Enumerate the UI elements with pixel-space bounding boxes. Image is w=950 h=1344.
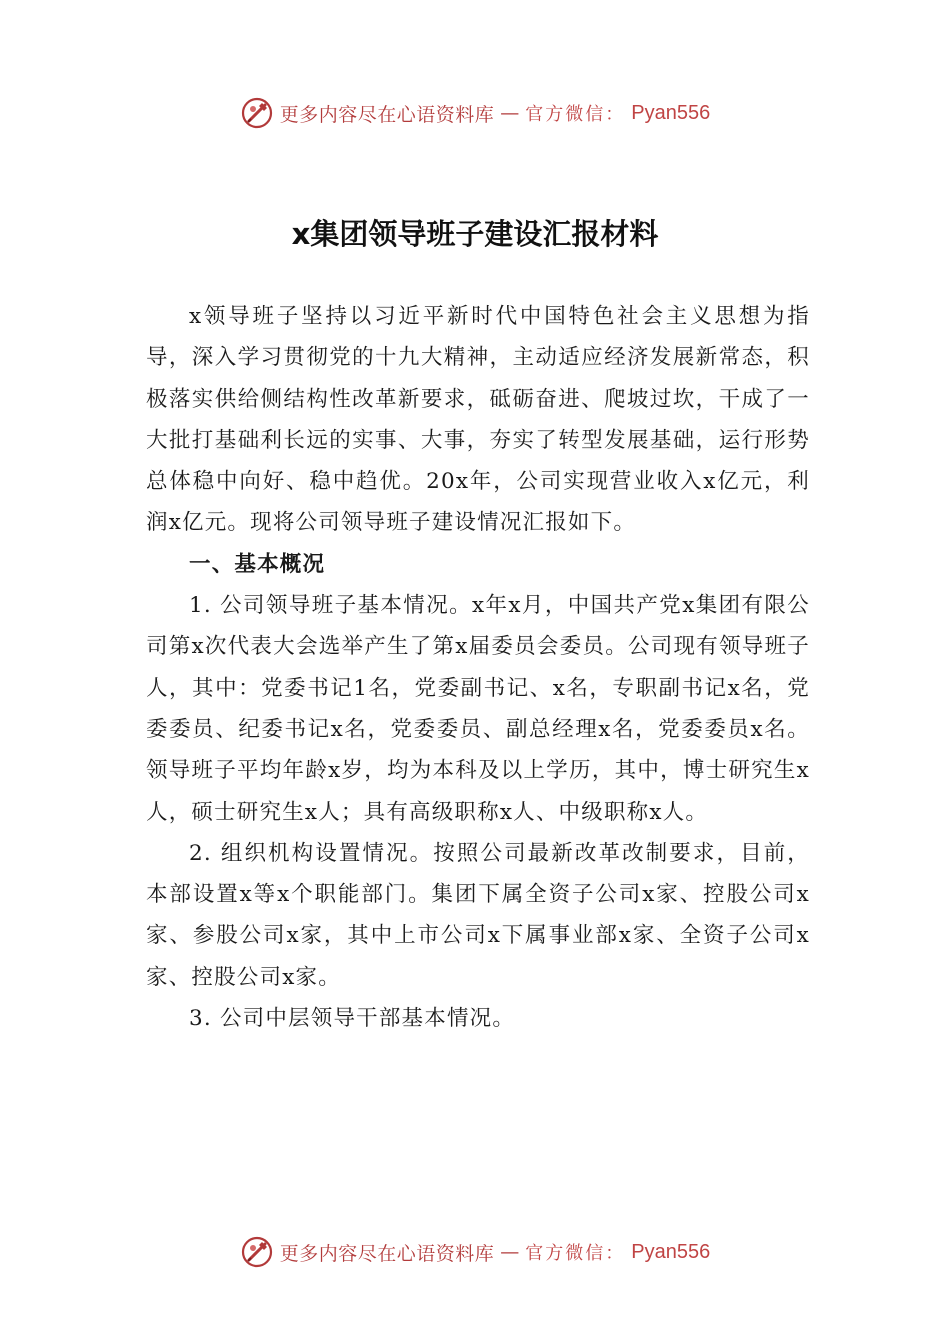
document-body bbox=[146, 296, 810, 1039]
banner-separator: — bbox=[500, 102, 520, 124]
banner-wechat-label: 官方微信： bbox=[525, 104, 626, 125]
document-title: x集团领导班子建设汇报材料 bbox=[291, 217, 659, 251]
intro-paragraph: x领导班子坚持以习近平新时代中国特色社会主义思想为指导，深入学习贯彻党的十九大精神，主动适应经济发展新常态，积极落实供给侧结构性改革新要求，砥砺奋进、爬坡过坎，干成了一大批打基础利长远的实事、大事，夯实了转型发展基础，运行形势总体稳中向好、稳中趋优。20x年，公司实现营业收入x亿元，利润x亿元。现将公司领导班子建设情况汇报如下。 bbox=[146, 304, 810, 536]
banner-wechat-id: Pyan556 bbox=[631, 1240, 711, 1263]
item-paragraph-3: 3. 公司中层领导干部基本情况。 bbox=[189, 1006, 516, 1032]
item-paragraph-2: 2. 组织机构设置情况。按照公司最新改革改制要求，目前，本部设置x等x个职能部门。集团下属全资子公司x家、控股公司x家、参股公司x家，其中上市公司x下属事业部x家、全资子公司x家、控股公司x家。 bbox=[146, 840, 810, 990]
banner-text: 更多内容尽在心语资料库 bbox=[279, 1242, 495, 1265]
banner-wechat-id: Pyan556 bbox=[631, 101, 711, 124]
pen-seal-logo-icon bbox=[240, 1235, 274, 1269]
section-heading: 一、基本概况 bbox=[189, 551, 326, 577]
banner-text: 更多内容尽在心语资料库 bbox=[279, 103, 495, 126]
banner-wechat-label: 官方微信： bbox=[525, 1243, 626, 1264]
footer-banner bbox=[0, 1232, 950, 1272]
header-banner bbox=[0, 93, 950, 133]
banner-separator: — bbox=[500, 1241, 520, 1263]
pen-seal-logo-icon bbox=[240, 96, 274, 130]
item-paragraph-1: 1. 公司领导班子基本情况。x年x月，中国共产党x集团有限公司第x次代表大会选举产生了第x届委员会委员。公司现有领导班子人，其中：党委书记1名，党委副书记、x名，专职副书记x名，党委委员、纪委书记x名，党委委员、副总经理x名，党委委员x名。领导班子平均年龄x岁，均为本科及以上学历，其中，博士研究生x人，硕士研究生x人；具有高级职称x人、中级职称x人。 bbox=[146, 593, 810, 825]
